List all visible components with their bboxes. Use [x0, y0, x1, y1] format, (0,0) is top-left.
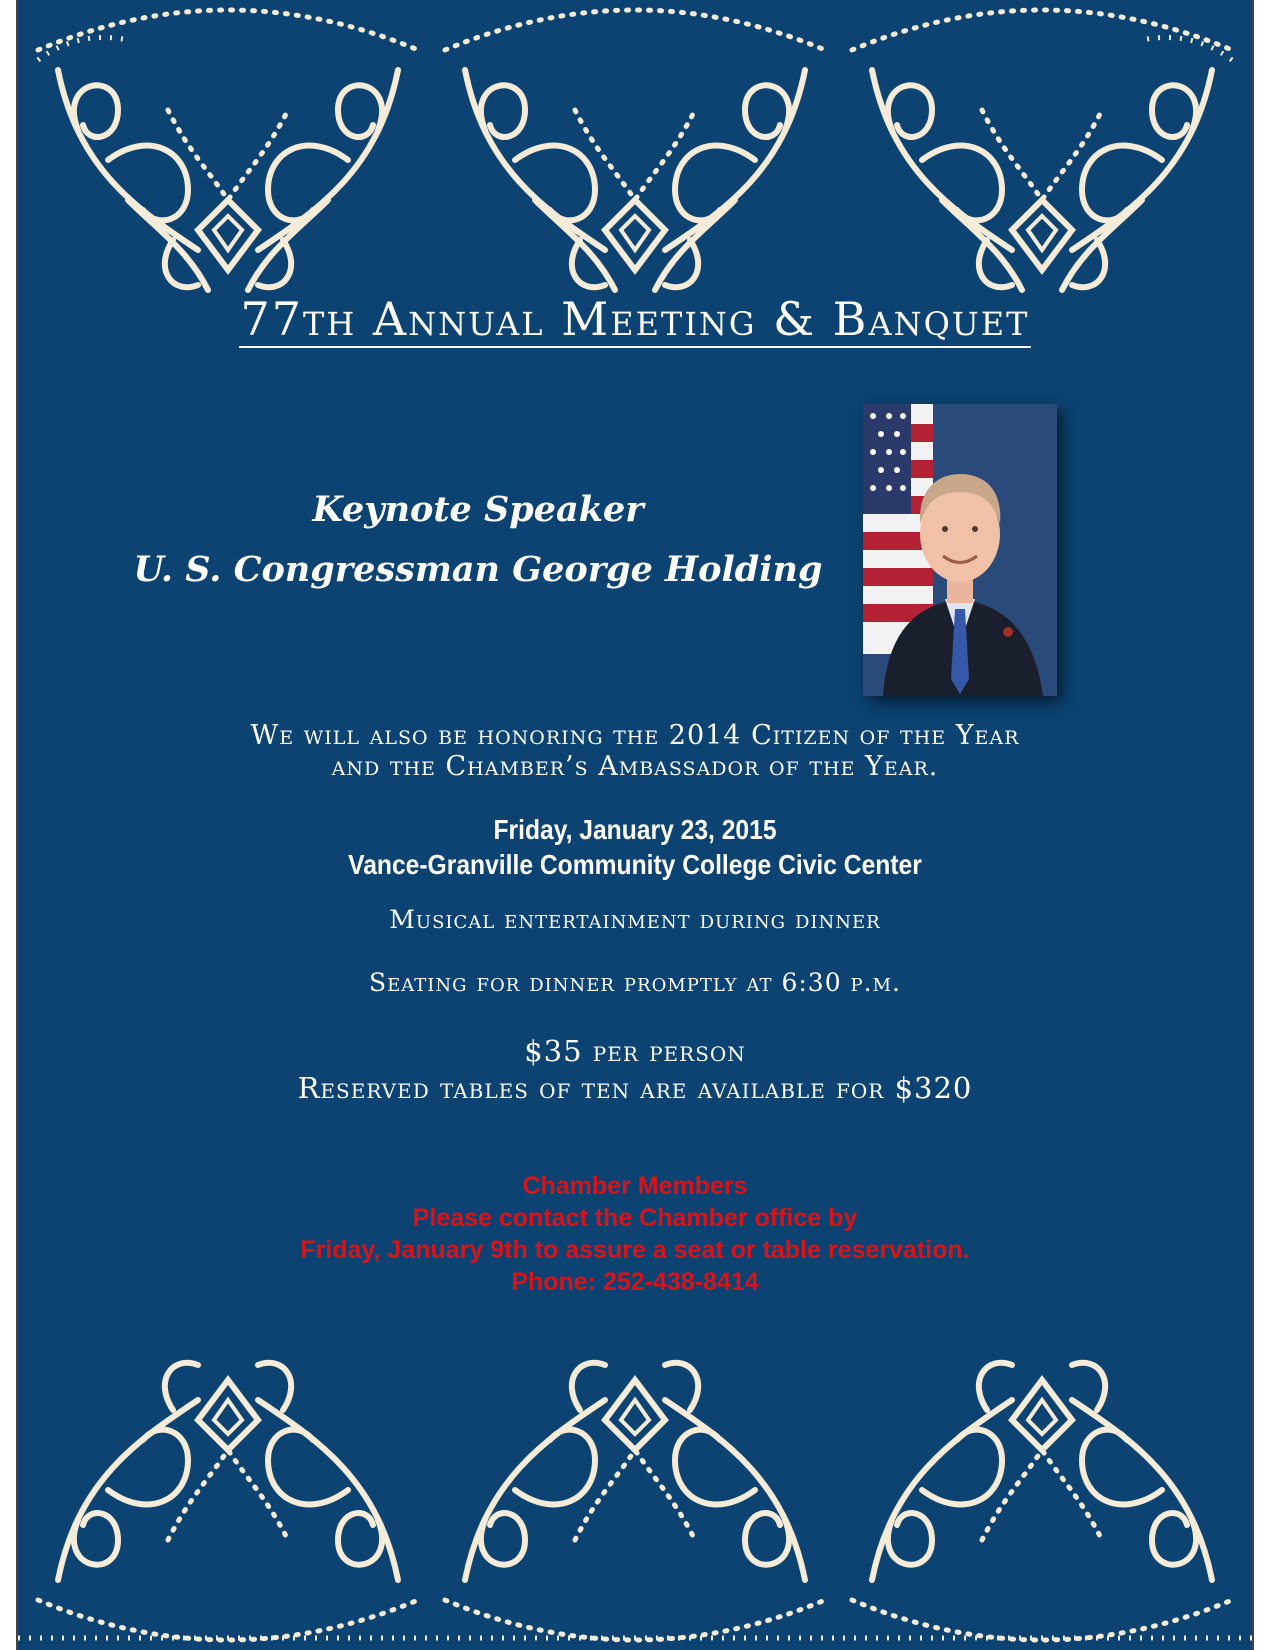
top-ornament-icon: [18, 0, 1252, 300]
honoring-line-2: and the Chamber’s Ambassador of the Year.: [331, 751, 939, 782]
contact-line-1: Chamber Members: [522, 1172, 748, 1200]
event-venue: Vance-Granville Community College Civic Center: [348, 849, 922, 880]
keynote-block: [128, 480, 828, 600]
seating-text: Seating for dinner promptly at 6:30 p.m.: [369, 968, 901, 997]
event-details: [92, 812, 1178, 882]
flyer: [18, 0, 1252, 1650]
contact-block: [18, 1170, 1252, 1298]
event-date: Friday, January 23, 2015: [493, 814, 777, 845]
event-title: [18, 292, 1252, 346]
keynote-label: Keynote Speaker: [312, 489, 644, 530]
speaker-portrait: [863, 404, 1057, 696]
price-tables: Reserved tables of ten are available for $320: [297, 1071, 973, 1105]
keynote-speaker: U. S. Congressman George Holding: [133, 549, 823, 590]
entertainment-text: Musical entertainment during dinner: [389, 905, 881, 934]
contact-phone: Phone: 252-438-8414: [511, 1268, 759, 1296]
price-per-person: $35 per person: [524, 1034, 746, 1068]
bottom-ornament-icon: [18, 1345, 1252, 1650]
honoring-line-1: We will also be honoring the 2014 Citizen of the Year: [250, 720, 1020, 751]
contact-line-2: Please contact the Chamber office by: [412, 1204, 858, 1232]
event-title-text: 77th Annual Meeting & Banquet: [240, 292, 1030, 346]
honoring-text: [18, 720, 1252, 782]
contact-line-3: Friday, January 9th to assure a seat or table reservation.: [300, 1236, 970, 1264]
